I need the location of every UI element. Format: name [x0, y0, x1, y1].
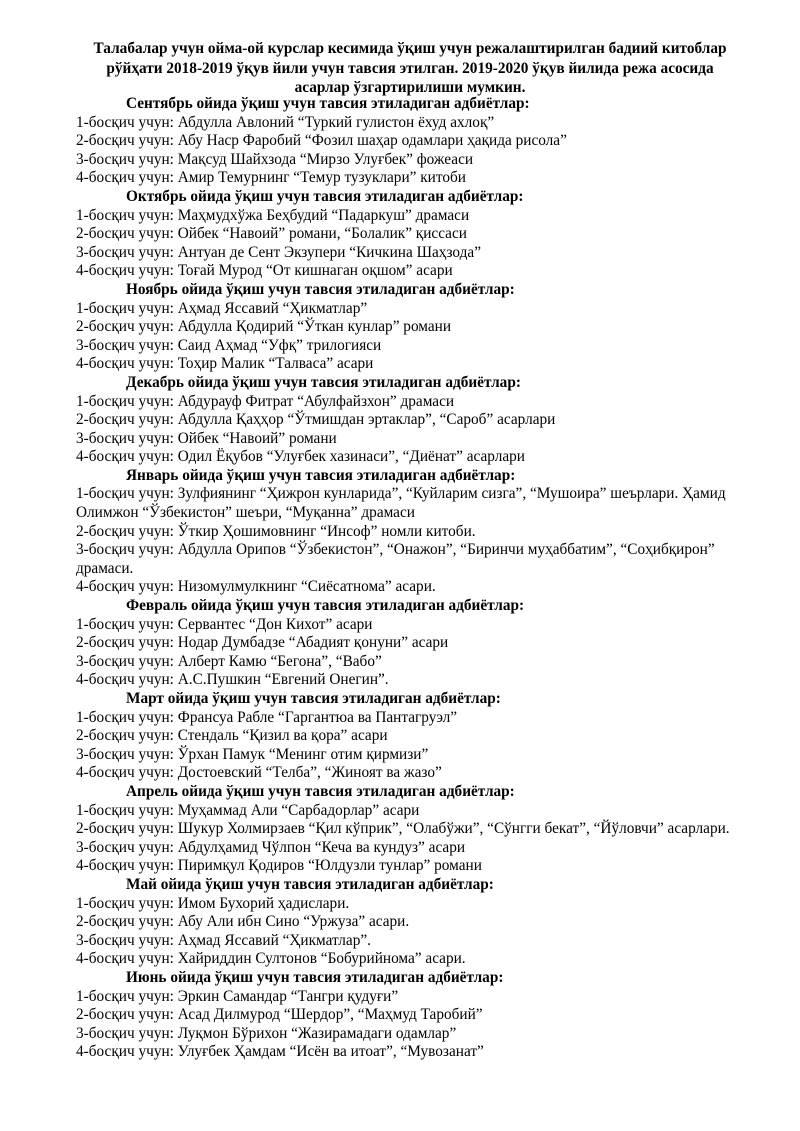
list-item: 2-босқич учун: Ойбек “Навоий” романи, “Болалик” қиссаси	[76, 225, 467, 243]
month-heading: Сентябрь ойида ўқиш учун тавсия этиладиган адбиётлар:	[126, 95, 530, 112]
list-item: 3-босқич учун: Ойбек “Навоий” романи	[76, 429, 337, 447]
month-section	[76, 281, 746, 374]
list-item: 1-босқич учун: Зулфиянинг “Ҳижрон кунларида”, “Куйларим сизга”, “Мушоира” шеърлари. Ҳамид Олимжон “Ўзбекистон” шеъри, “Муқанна” драмаси	[76, 485, 726, 522]
month-heading: Октябрь ойида ўқиш учун тавсия этиладиган адбиётлар:	[126, 187, 524, 205]
month-heading: Январь ойида ўқиш учун тавсия этиладиган адбиётлар:	[126, 466, 516, 484]
list-item: 1-босқич учун: Сервантес “Дон Кихот” асари	[76, 615, 373, 633]
list-item: 4-босқич учун: Хайриддин Султонов “Бобурийнома” асари.	[76, 950, 466, 968]
list-item: 4-босқич учун: Низомулмулкнинг “Сиёсатнома” асари.	[76, 578, 436, 596]
month-section	[76, 467, 746, 597]
month-heading: Ноябрь ойида ўқиш учун тавсия этиладиган адбиётлар:	[126, 280, 515, 298]
month-heading: Февраль ойида ўқиш учун тавсия этиладиган адбиётлар:	[126, 597, 525, 615]
list-item: 3-босқич учун: Аҳмад Яссавий “Ҳикматлар”.	[76, 931, 371, 949]
reading-list	[76, 95, 746, 1062]
month-section	[76, 969, 746, 1062]
month-heading: Июнь ойида ўқиш учун тавсия этиладиган адбиётлар:	[126, 968, 504, 986]
month-section	[76, 876, 746, 969]
month-section	[76, 597, 746, 690]
month-heading: Апрель ойида ўқиш учун тавсия этиладиган адбиётлар:	[126, 782, 515, 800]
list-item: 1-босқич учун: Аҳмад Яссавий “Ҳикматлар”	[76, 299, 368, 317]
list-item: 4-босқич учун: Одил Ёқубов “Улуғбек хазинаси”, “Диёнат” асарлари	[76, 448, 525, 466]
list-item: 2-босқич учун: Шукур Холмирзаев “Қил кўприк”, “Олабўжи”, “Сўнгги бекат”, “Йўловчи” асарлари.	[76, 820, 730, 838]
list-item: 2-босқич учун: Нодар Думбадзе “Абадият қонуни” асари	[76, 634, 449, 652]
month-section	[76, 783, 746, 876]
list-item: 3-босқич учун: Ўрхан Памук “Менинг отим қирмизи”	[76, 745, 429, 763]
month-heading: Май ойида ўқиш учун тавсия этиладиган адбиётлар:	[126, 875, 494, 893]
month-heading: Март ойида ўқиш учун тавсия этиладиган адбиётлар:	[126, 690, 501, 707]
list-item: 1-босқич учун: Эркин Самандар “Тангри қудуғи”	[76, 987, 399, 1005]
list-item: 4-босқич учун: Улуғбек Ҳамдам “Исён ва итоат”, “Мувозанат”	[76, 1043, 484, 1061]
list-item: 4-босқич учун: Тоғай Мурод “От кишнаган оқшом” асари	[76, 262, 453, 280]
list-item: 3-босқич учун: Абдулла Орипов “Ўзбекистон”, “Онажон”, “Биринчи муҳаббатим”, “Соҳибқирон” драмаси.	[76, 541, 715, 577]
list-item: 2-босқич учун: Асад Дилмурод “Шердор”, “Маҳмуд Таробий”	[76, 1006, 483, 1024]
list-item: 3-босқич учун: Алберт Камю “Бегона”, “Вабо”	[76, 652, 382, 670]
list-item: 1-босқич учун: Имом Бухорий ҳадислари.	[76, 894, 350, 912]
list-item: 1-босқич учун: Франсуа Рабле “Гаргантюа ва Пантагруэл”	[76, 708, 458, 726]
document-title: Талабалар учун ойма-ой курслар кесимида ўқиш учун режалаштирилган бадиий китоблар рўйҳати 2018-2019 ўқув йили учун тавсия этилган. 2019-2020 ўқув йилида режа асосида асарлар ўзгартирилиши мумкин.	[93, 40, 727, 96]
list-item: 4-босқич учун: Амир Темурнинг “Темур тузуклари” китоби	[76, 169, 466, 187]
month-section	[76, 95, 746, 188]
list-item: 2-босқич учун: Абдулла Қодирий “Ўткан кунлар” романи	[76, 318, 452, 336]
month-section	[76, 188, 746, 281]
list-item: 4-босқич учун: Пиримқул Қодиров “Юлдузли тунлар” романи	[76, 857, 482, 875]
list-item: 3-босқич учун: Антуан де Сент Экзупери “Кичкина Шаҳзода”	[76, 243, 481, 261]
list-item: 4-босқич учун: Тоҳир Малик “Талваса” асари	[76, 355, 374, 373]
list-item: 3-босқич учун: Саид Аҳмад “Уфқ” трилогияси	[76, 336, 382, 354]
list-item: 1-босқич учун: Абдурауф Фитрат “Абулфайзхон” драмаси	[76, 392, 455, 410]
month-heading: Декабрь ойида ўқиш учун тавсия этиладиган адбиётлар:	[126, 373, 521, 391]
list-item: 4-босқич учун: А.С.Пушкин “Евгений Онегин”.	[76, 671, 389, 689]
list-item: 3-босқич учун: Луқмон Бўрихон “Жазирамадаги одамлар”	[76, 1024, 457, 1042]
list-item: 2-босқич учун: Стендаль “Қизил ва қора” асари	[76, 727, 388, 745]
list-item: 2-босқич учун: Абу Али ибн Сино “Уржуза” асари.	[76, 913, 410, 931]
list-item: 2-босқич учун: Абдулла Қаҳҳор “Ўтмишдан эртаклар”, “Сароб” асарлари	[76, 411, 556, 429]
list-item: 1-босқич учун: Абдулла Авлоний “Туркий гулистон ёхуд ахлоқ”	[76, 113, 495, 131]
list-item: 2-босқич учун: Ўткир Ҳошимовнинг “Инсоф” номли китоби.	[76, 522, 476, 540]
list-item: 1-босқич учун: Маҳмудхўжа Беҳбудий “Падаркуш” драмаси	[76, 206, 470, 224]
list-item: 1-босқич учун: Муҳаммад Али “Сарбадорлар” асари	[76, 801, 420, 819]
month-section	[76, 374, 746, 467]
list-item: 3-босқич учун: Мақсуд Шайхзода “Мирзо Улуғбек” фожеаси	[76, 150, 474, 168]
list-item: 3-босқич учун: Абдулҳамид Чўлпон “Кеча ва кундуз” асари	[76, 838, 466, 856]
list-item: 4-босқич учун: Достоевский “Телба”, “Жиноят ва жазо”	[76, 764, 442, 782]
month-section	[76, 690, 746, 783]
list-item: 2-босқич учун: Абу Наср Фаробий “Фозил шаҳар одамлари ҳақида рисола”	[76, 132, 567, 150]
